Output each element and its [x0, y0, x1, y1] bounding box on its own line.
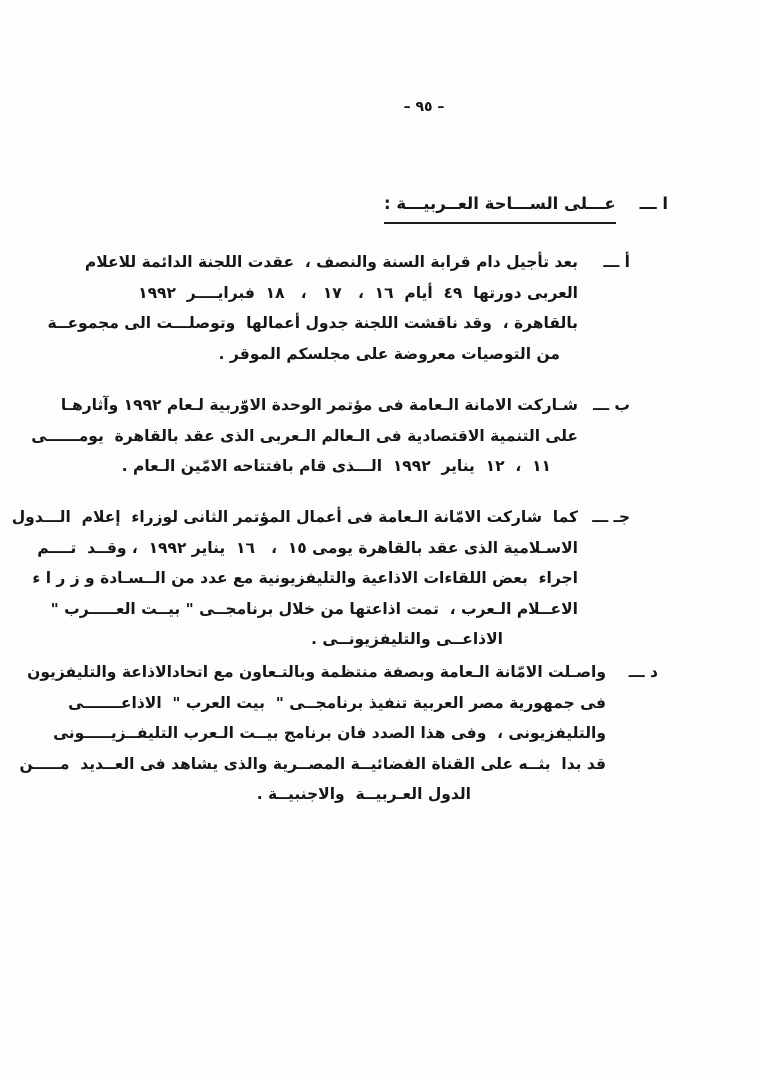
text-line: بعد تأجيل دام قرابة السنة والنصف ، عقدت اللجنة الدائمة للاعلام	[84, 253, 578, 271]
paragraph-b-text	[31, 390, 578, 482]
paragraph-d-marker: د ـــ	[628, 663, 658, 681]
section-heading	[384, 194, 668, 224]
text-line: شـاركت الامانة الـعامة فى مؤتمر الوحدة الاوّربية لـعام ١٩٩٢ وآثارهـا	[60, 396, 578, 414]
paragraph-c-text	[11, 502, 578, 655]
text-line: الاسـلامية الذى عقد بالقاهرة يومى ١٥ ، ١٦ يناير ١٩٩٢ ، وقــد تــــم	[37, 538, 578, 557]
paragraph-c	[11, 502, 630, 655]
paragraph-b-marker: ب ـــ	[593, 396, 630, 414]
text-line: الاعــلام الـعرب ، تمت اذاعتها من خلال برنامجــى " بيــت العـــــرب "	[50, 599, 578, 618]
text-line: الدول العـربيــة والاجنبيــة .	[256, 785, 471, 803]
text-line: ١١ ، ١٢ يناير ١٩٩٢ الـــذى قام بافتتاحه الامّين الـعام .	[121, 457, 551, 475]
paragraph-a-text	[47, 247, 578, 369]
text-line: العربى دورتها ٤٩ أيام ١٦ ، ١٧ ، ١٨ فبرايــــر ١٩٩٢	[138, 283, 578, 302]
text-line: فى جمهورية مصر العربية تنفيذ برنامجــى " بيت العرب " الاذاعـــــــى	[68, 693, 606, 712]
text-line: قد بدا بثــه على القناة الفضائيــة المصــرية والذى يشاهد فى العــديد مـــــن	[19, 754, 606, 773]
text-line: والتليفزيونى ، وفى هذا الصدد فان برنامج بيــت الـعرب التليفــزيـــــونى	[53, 724, 606, 742]
paragraph-d-text	[19, 657, 606, 810]
paragraph-a-marker: أ ـــ	[603, 253, 630, 271]
paragraph-a	[47, 247, 630, 369]
paragraph-c-marker: جـ ـــ	[592, 508, 630, 526]
text-line: من التوصيات معروضة على مجلسكم الموقر .	[218, 344, 560, 363]
text-line: على التنمية الاقتصادية فى الـعالم الـعربى الذى عقد بالقاهرة يومــــــى	[31, 426, 578, 445]
page-number: – ٩٥ –	[403, 99, 445, 115]
paragraph-b	[31, 390, 630, 482]
text-line: واصـلت الامّانة الـعامة وبصفة منتظمة وبالتـعاون مع اتحادالاذاعة والتليفزيون	[27, 663, 606, 681]
text-line: بالقاهرة ، وقد ناقشت اللجنة جدول أعمالها وتوصلـــت الى مجموعــة	[47, 314, 578, 332]
paragraph-d	[19, 657, 658, 810]
section-heading-marker: ا ـــ	[639, 194, 668, 213]
text-line: كما شاركت الامّانة الـعامة فى أعمال المؤتمر الثانى لوزراء إعلام الـــدول	[11, 508, 578, 526]
section-heading-title: عـــلى الســـاحة العــربيـــة :	[384, 194, 616, 224]
text-line: اجراء بعض اللقاءات الاذاعية والتليفزيونية مع عدد من الــسـادة و ز ر ا ء	[32, 569, 578, 587]
text-line: الاذاعــى والتليفزيونــى .	[311, 630, 503, 648]
